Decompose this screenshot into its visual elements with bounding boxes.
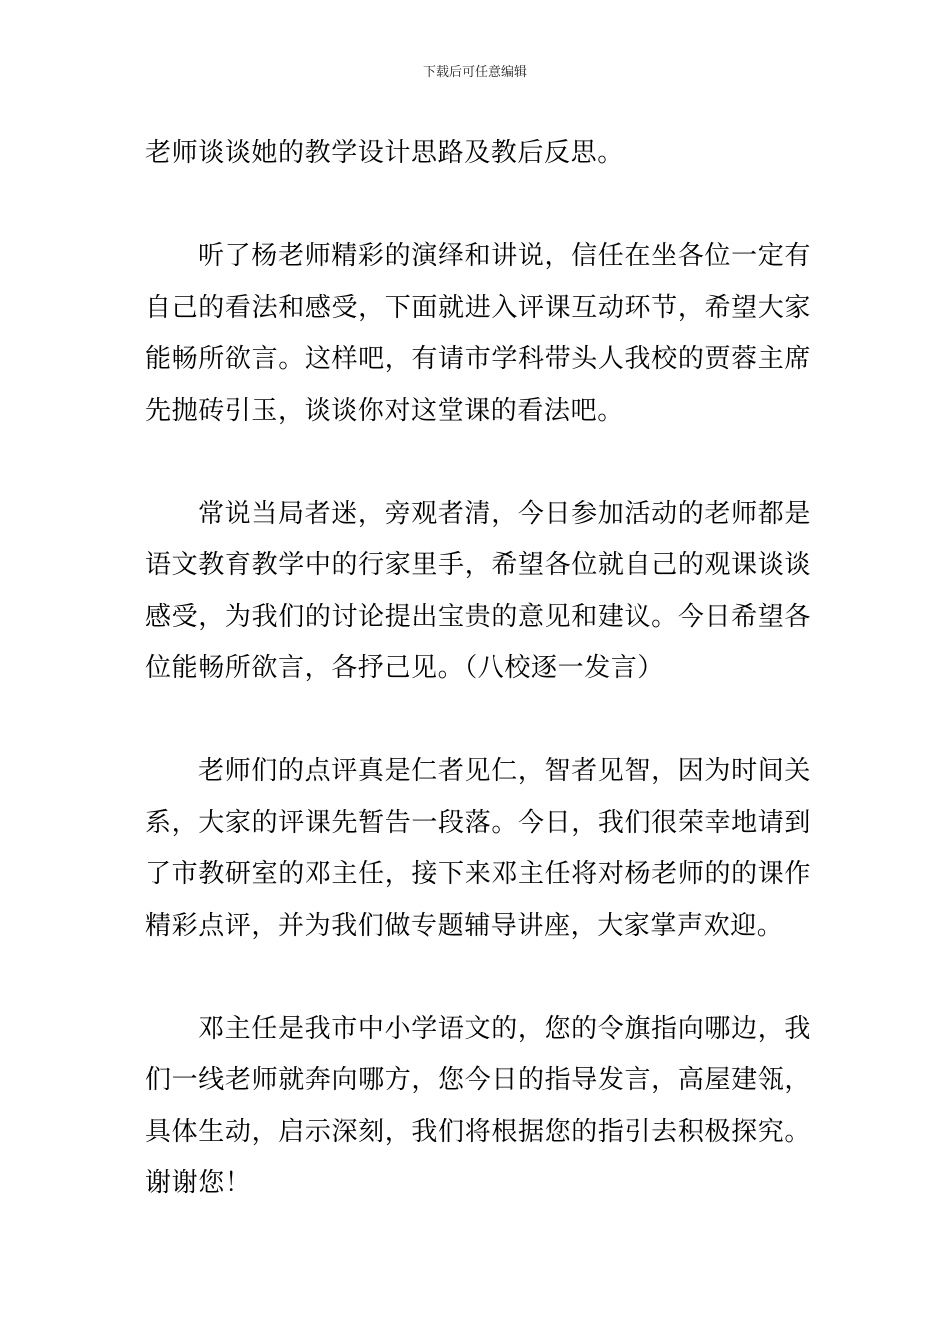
page-header-note: 下载后可任意编辑	[422, 65, 527, 80]
paragraph-4: 老师们的点评真是仁者见仁，智者见智，因为时间关系，大家的评课先暂告一段落。今日，我们很荣幸地请到了市教研室的邓主任，接下来邓主任将对杨老师的的课作精彩点评，并为我们做专题辅导讲座，大家掌声欢迎。	[145, 756, 811, 941]
paragraph-2: 听了杨老师精彩的演绎和讲说，信任在坐各位一定有自己的看法和感受，下面就进入评课互动环节，希望大家能畅所欲言。这样吧，有请市学科带头人我校的贾蓉主席先抛砖引玉，谈谈你对这堂课的看法吧。	[145, 241, 811, 426]
paragraph-3: 常说当局者迷，旁观者清，今日参加活动的老师都是语文教育教学中的行家里手，希望各位就自己的观课谈谈感受，为我们的讨论提出宝贵的意见和建议。今日希望各位能畅所欲言，各抒己见。（八校逐一发言）	[145, 498, 811, 683]
paragraph-5: 邓主任是我市中小学语文的，您的令旗指向哪边，我们一线老师就奔向哪方，您今日的指导发言，高屋建瓴，具体生动，启示深刻，我们将根据您的指引去积极探究。谢谢您！	[145, 1013, 811, 1198]
document-body	[145, 128, 811, 1210]
paragraph-1: 老师谈谈她的教学设计思路及教后反思。	[145, 138, 624, 168]
